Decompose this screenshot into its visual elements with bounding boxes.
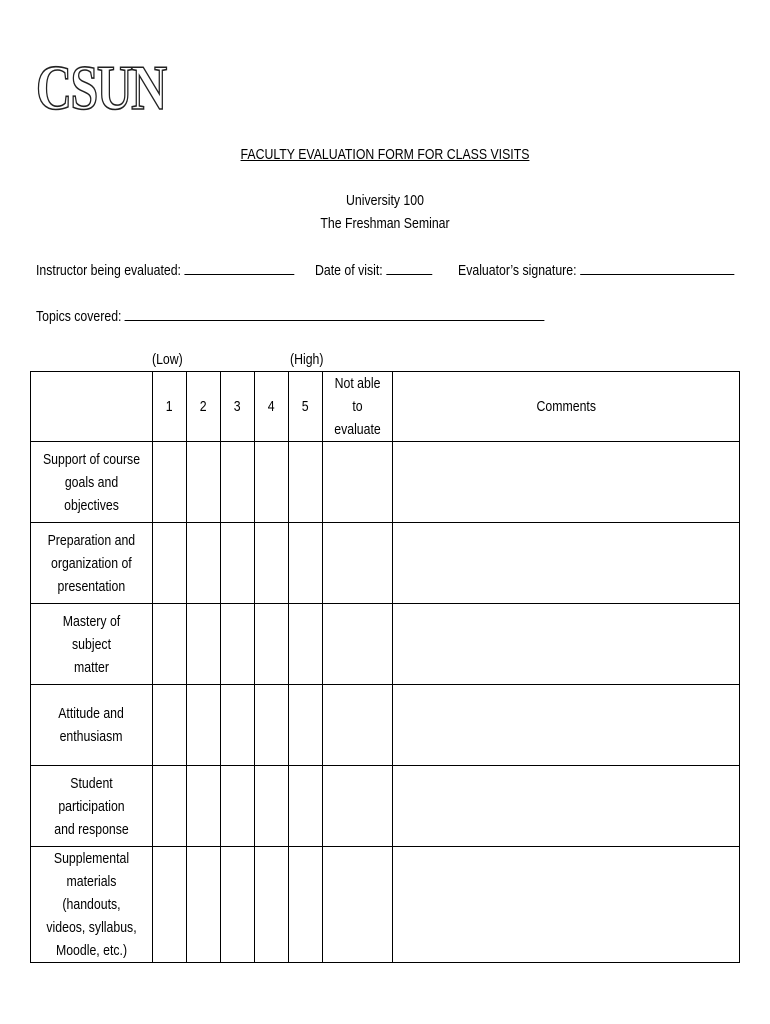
table-row	[31, 847, 740, 963]
table-row	[31, 523, 740, 604]
date-blank[interactable]	[386, 260, 432, 275]
rating-cell-1[interactable]	[153, 847, 187, 963]
not-able-header: Not able to evaluate	[323, 372, 393, 442]
table-row	[31, 442, 740, 523]
table-row	[31, 604, 740, 685]
rating-cell-4[interactable]	[255, 604, 289, 685]
form-title: FACULTY EVALUATION FORM FOR CLASS VISITS	[240, 146, 530, 163]
date-field[interactable]	[315, 260, 432, 279]
comments-cell[interactable]	[393, 523, 740, 604]
criteria-header-cell	[31, 372, 153, 442]
not-able-cell[interactable]	[323, 847, 393, 963]
table-row	[31, 766, 740, 847]
rating-cell-4[interactable]	[255, 766, 289, 847]
evaluation-table	[30, 371, 740, 963]
rating-cell-5[interactable]	[289, 523, 323, 604]
not-able-cell[interactable]	[323, 442, 393, 523]
header-row	[31, 372, 740, 442]
rating-cell-2[interactable]	[187, 685, 221, 766]
table-row	[31, 685, 740, 766]
rating-cell-1[interactable]	[153, 442, 187, 523]
rating-cell-2[interactable]	[187, 847, 221, 963]
rating-cell-1[interactable]	[153, 685, 187, 766]
rating-cell-5[interactable]	[289, 766, 323, 847]
rating-cell-1[interactable]	[153, 604, 187, 685]
criterion-label: Mastery of subject matter	[31, 604, 153, 685]
rating-header-1: 1	[153, 372, 187, 442]
course-name: University 100	[346, 192, 424, 209]
rating-cell-4[interactable]	[255, 523, 289, 604]
topics-blank[interactable]	[125, 306, 545, 321]
rating-cell-4[interactable]	[255, 685, 289, 766]
rating-cell-3[interactable]	[221, 523, 255, 604]
not-able-cell[interactable]	[323, 604, 393, 685]
instructor-field[interactable]	[36, 260, 294, 279]
comments-cell[interactable]	[393, 847, 740, 963]
rating-cell-3[interactable]	[221, 847, 255, 963]
not-able-cell[interactable]	[323, 523, 393, 604]
rating-cell-2[interactable]	[187, 442, 221, 523]
evaluator-label: Evaluator’s signature:	[458, 262, 577, 279]
comments-cell[interactable]	[393, 766, 740, 847]
topics-label: Topics covered:	[36, 308, 122, 325]
evaluator-signature-blank[interactable]	[580, 260, 734, 275]
rating-header-3: 3	[221, 372, 255, 442]
rating-cell-3[interactable]	[221, 685, 255, 766]
rating-header-4: 4	[255, 372, 289, 442]
rating-cell-4[interactable]	[255, 847, 289, 963]
topics-field[interactable]	[36, 306, 545, 325]
rating-cell-5[interactable]	[289, 442, 323, 523]
scale-high-label: (High)	[290, 351, 324, 368]
rating-cell-2[interactable]	[187, 604, 221, 685]
rating-cell-1[interactable]	[153, 523, 187, 604]
rating-header-2: 2	[187, 372, 221, 442]
not-able-cell[interactable]	[323, 685, 393, 766]
not-able-cell[interactable]	[323, 766, 393, 847]
instructor-label: Instructor being evaluated:	[36, 262, 181, 279]
rating-cell-5[interactable]	[289, 685, 323, 766]
rating-cell-5[interactable]	[289, 847, 323, 963]
rating-cell-1[interactable]	[153, 766, 187, 847]
rating-cell-4[interactable]	[255, 442, 289, 523]
evaluator-field[interactable]	[458, 260, 734, 279]
comments-header: Comments	[393, 372, 740, 442]
csun-logo: CSUN	[36, 52, 166, 123]
criterion-label: Student participation and response	[31, 766, 153, 847]
rating-cell-3[interactable]	[221, 766, 255, 847]
date-label: Date of visit:	[315, 262, 383, 279]
comments-cell[interactable]	[393, 604, 740, 685]
course-subtitle: The Freshman Seminar	[320, 215, 450, 232]
criterion-label: Preparation and organization of presentation	[31, 523, 153, 604]
comments-cell[interactable]	[393, 685, 740, 766]
rating-cell-3[interactable]	[221, 442, 255, 523]
comments-cell[interactable]	[393, 442, 740, 523]
rating-cell-3[interactable]	[221, 604, 255, 685]
criterion-label: Support of course goals and objectives	[31, 442, 153, 523]
scale-low-label: (Low)	[152, 351, 183, 368]
rating-header-5: 5	[289, 372, 323, 442]
rating-cell-2[interactable]	[187, 766, 221, 847]
criterion-label: Supplemental materials (handouts, videos, syllabus, Moodle, etc.)	[31, 847, 153, 963]
rating-cell-2[interactable]	[187, 523, 221, 604]
criterion-label: Attitude and enthusiasm	[31, 685, 153, 766]
instructor-blank[interactable]	[184, 260, 294, 275]
rating-cell-5[interactable]	[289, 604, 323, 685]
